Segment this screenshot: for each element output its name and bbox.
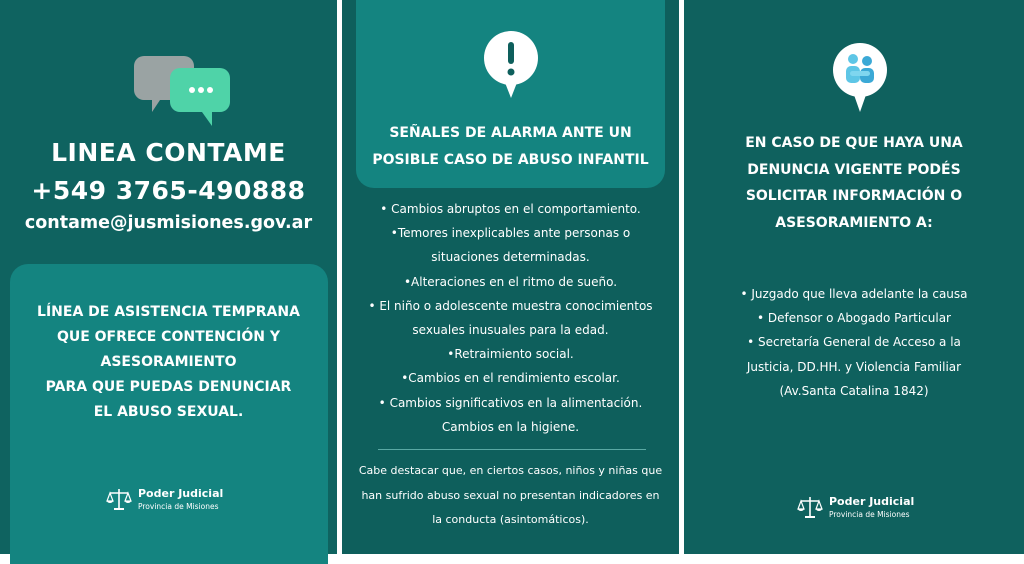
list-item: Justicia, DD.HH. y Violencia Familiar: [746, 359, 962, 374]
logo-name: Poder Judicial: [138, 487, 224, 500]
complaint-title-line: EN CASO DE QUE HAYA UNA: [745, 135, 963, 151]
note-line: han sufrido abuso sexual no presentan indicadores en: [361, 488, 660, 502]
hug-bubble-icon: [830, 42, 890, 114]
list-item: (Av.Santa Catalina 1842): [779, 383, 929, 398]
complaint-title-line: DENUNCIA VIGENTE PODÉS: [747, 161, 961, 178]
warning-signs-list: [342, 197, 679, 439]
scales-of-justice-icon: [797, 494, 823, 520]
list-item: •Retraimiento social.: [447, 347, 574, 362]
list-item: •Alteraciones en el ritmo de sueño.: [403, 274, 618, 289]
list-item: Cambios en la higiene.: [441, 419, 580, 434]
list-item: situaciones determinadas.: [431, 250, 590, 265]
list-item: • Juzgado que lleva adelante la causa: [740, 287, 968, 301]
complaint-title-line: SOLICITAR INFORMACIÓN O: [745, 188, 963, 205]
logo-name: Poder Judicial: [829, 495, 915, 508]
chat-bubbles-icon: [130, 52, 234, 132]
complaint-title-line: ASESORAMIENTO A:: [775, 215, 933, 232]
scales-of-justice-icon: [106, 486, 132, 512]
list-item: • Defensor o Abogado Particular: [757, 311, 951, 326]
assistance-line: PARA QUE PUEDAS DENUNCIAR: [45, 379, 292, 395]
divider: [378, 449, 646, 450]
logo-subtitle: Provincia de Misiones: [829, 510, 910, 519]
warning-title-line: SEÑALES DE ALARMA ANTE UN: [389, 125, 632, 141]
note-line: Cabe destacar que, en ciertos casos, niños y niñas que: [358, 464, 663, 477]
warning-title: [342, 120, 679, 174]
warning-title-line: POSIBLE CASO DE ABUSO INFANTIL: [372, 152, 649, 168]
list-item: •Cambios en el rendimiento escolar.: [401, 371, 620, 386]
hotline-title: LINEA CONTAME: [51, 138, 286, 167]
complaint-title: [684, 130, 1024, 237]
note-line: la conducta (asintomáticos).: [432, 513, 589, 526]
logo-subtitle: Provincia de Misiones: [138, 502, 219, 511]
asymptomatic-note: [342, 459, 679, 533]
list-item: • Secretaría General de Acceso a la: [747, 335, 961, 350]
list-item: • Cambios significativos en la alimentación.: [378, 395, 643, 410]
hotline-phone[interactable]: +549 3765-490888: [31, 176, 306, 205]
list-item: • Cambios abruptos en el comportamiento.: [380, 202, 641, 216]
list-item: sexuales inusuales para la edad.: [412, 323, 609, 338]
contacts-list: [684, 282, 1024, 403]
hotline-email[interactable]: contame@jusmisiones.gov.ar: [24, 213, 313, 233]
exclamation-bubble-icon: [482, 30, 540, 100]
assistance-line: EL ABUSO SEXUAL.: [93, 404, 244, 420]
list-item: •Temores inexplicables ante personas o: [390, 226, 631, 241]
assistance-line: LÍNEA DE ASISTENCIA TEMPRANA: [37, 304, 300, 320]
assistance-card-text: [0, 300, 337, 425]
list-item: • El niño o adolescente muestra conocimientos: [368, 298, 653, 313]
assistance-line: ASESORAMIENTO: [100, 354, 237, 370]
assistance-line: QUE OFRECE CONTENCIÓN Y: [56, 329, 281, 345]
